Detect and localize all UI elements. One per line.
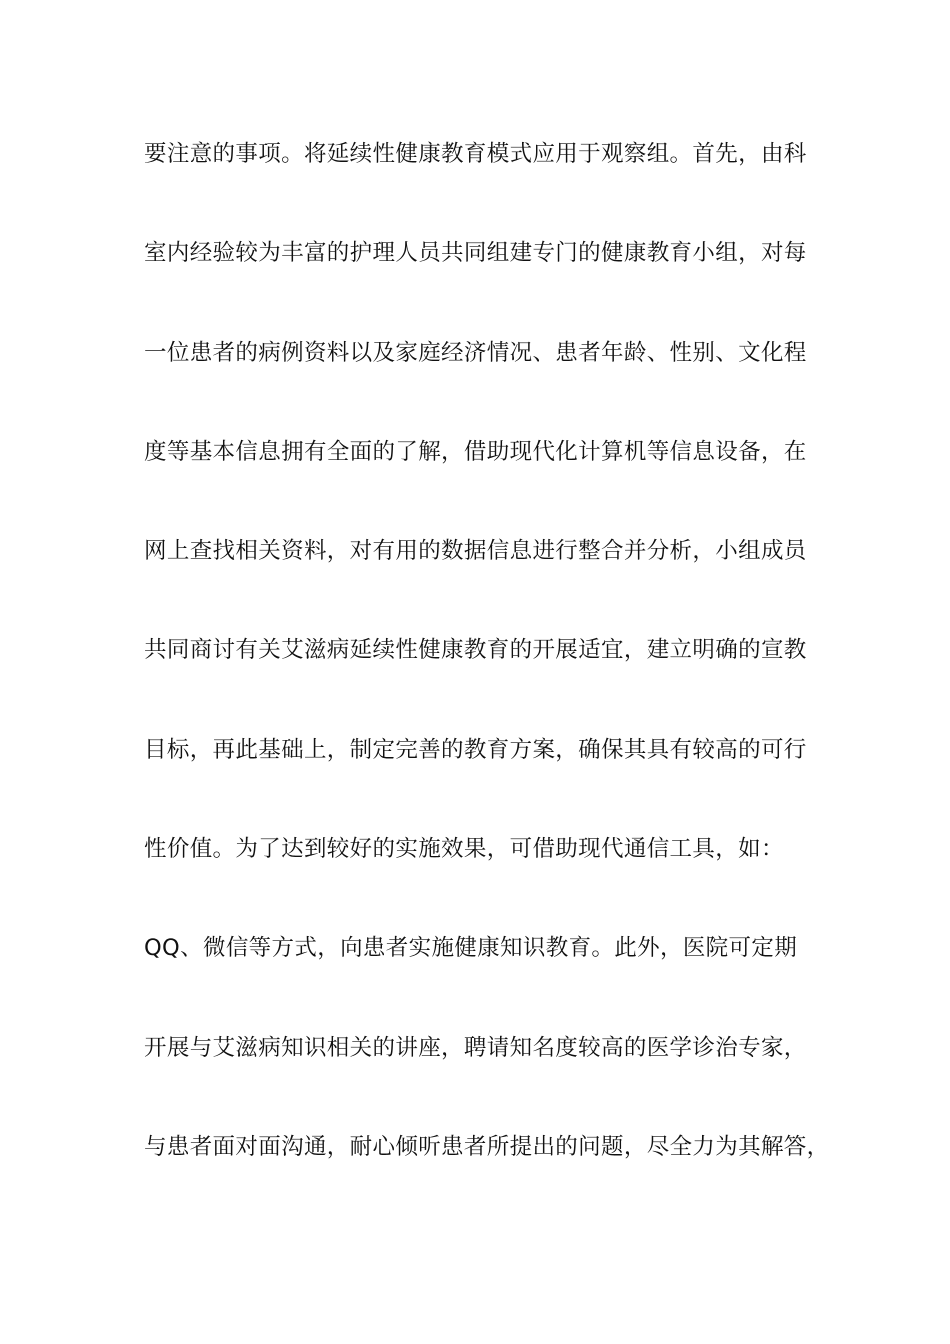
body-text [144, 134, 834, 1226]
text-line: 一位患者的病例资料以及家庭经济情况、患者年龄、性别、文化程 [144, 339, 807, 366]
text-line: 网上查找相关资料，对有用的数据信息进行整合并分析，小组成员 [144, 538, 807, 565]
text-line: 度等基本信息拥有全面的了解，借助现代化计算机等信息设备，在 [144, 438, 807, 465]
text-line: 性价值。为了达到较好的实施效果，可借助现代通信工具，如： [144, 836, 784, 863]
text-line: QQ、微信等方式，向患者实施健康知识教育。此外，医院可定期 [144, 935, 798, 962]
text-line: 共同商讨有关艾滋病延续性健康教育的开展适宜，建立明确的宣教 [144, 637, 807, 664]
text-line: 目标，再此基础上，制定完善的教育方案，确保其具有较高的可行 [144, 736, 807, 763]
text-line: 要注意的事项。将延续性健康教育模式应用于观察组。首先，由科 [144, 141, 807, 167]
text-line: 与患者面对面沟通，耐心倾听患者所提出的问题，尽全力为其解答， [144, 1133, 830, 1160]
text-line: 开展与艾滋病知识相关的讲座，聘请知名度较高的医学诊治专家， [144, 1034, 807, 1061]
text-line: 室内经验较为丰富的护理人员共同组建专门的健康教育小组，对每 [144, 240, 807, 267]
